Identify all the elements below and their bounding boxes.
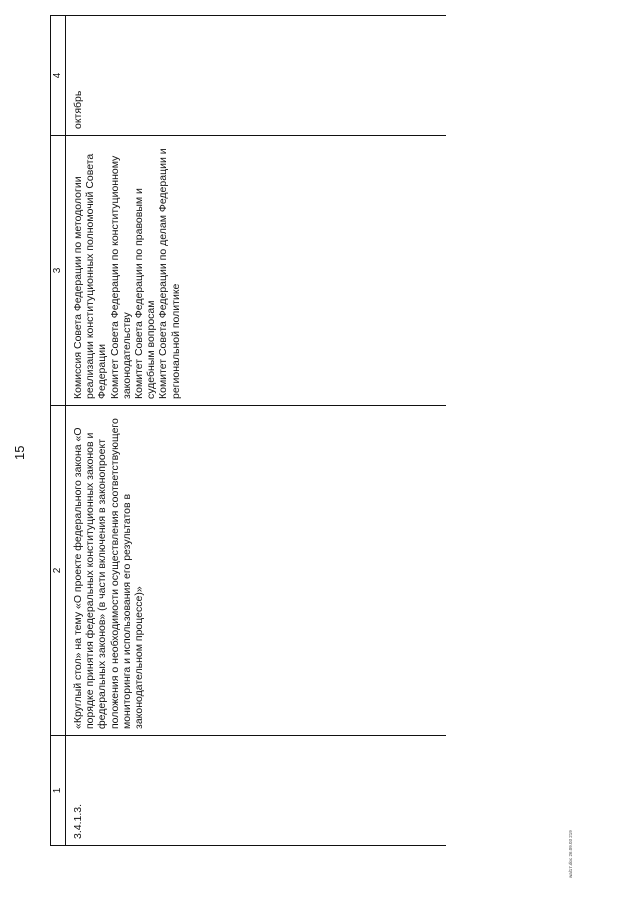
responsible-item: Комитет Совета Федерации по делам Федерации и региональной политике [157,148,182,399]
responsible-item: Комитет Совета Федерации по правовым и судебным вопросам [133,188,158,399]
rotated-page [12,10,590,890]
responsible-item: Комитет Совета Федерации по конституционному законодательству [108,155,133,399]
table-filler-row [186,16,446,846]
column-header-3: 3 [51,136,66,406]
item-number: 3.4.1.3. [66,736,186,846]
term: октябрь [66,16,186,136]
page-number: 15 [12,445,27,460]
responsible-list [66,136,186,406]
footer-file-code: wal17.doc 26.09.03 219 [568,830,573,878]
responsible-item: Комиссия Совета Федерации по методологии реализации конституционных полномочий Совета Федерации [72,153,109,399]
table-header-row [51,16,66,846]
column-header-4: 4 [51,16,66,136]
column-header-2: 2 [51,406,66,736]
table-row [66,16,186,846]
plan-table [50,15,446,846]
event-description: «Круглый стол» на тему «О проекте федерального закона «О порядке принятия федеральных конституционных законов и федеральных законов» (в части включения в законопроект положения о необходимости осуществления соответствующего мониторинга и использования его результатов в законодательном процессе)» [66,406,186,736]
column-header-1: 1 [51,736,66,846]
